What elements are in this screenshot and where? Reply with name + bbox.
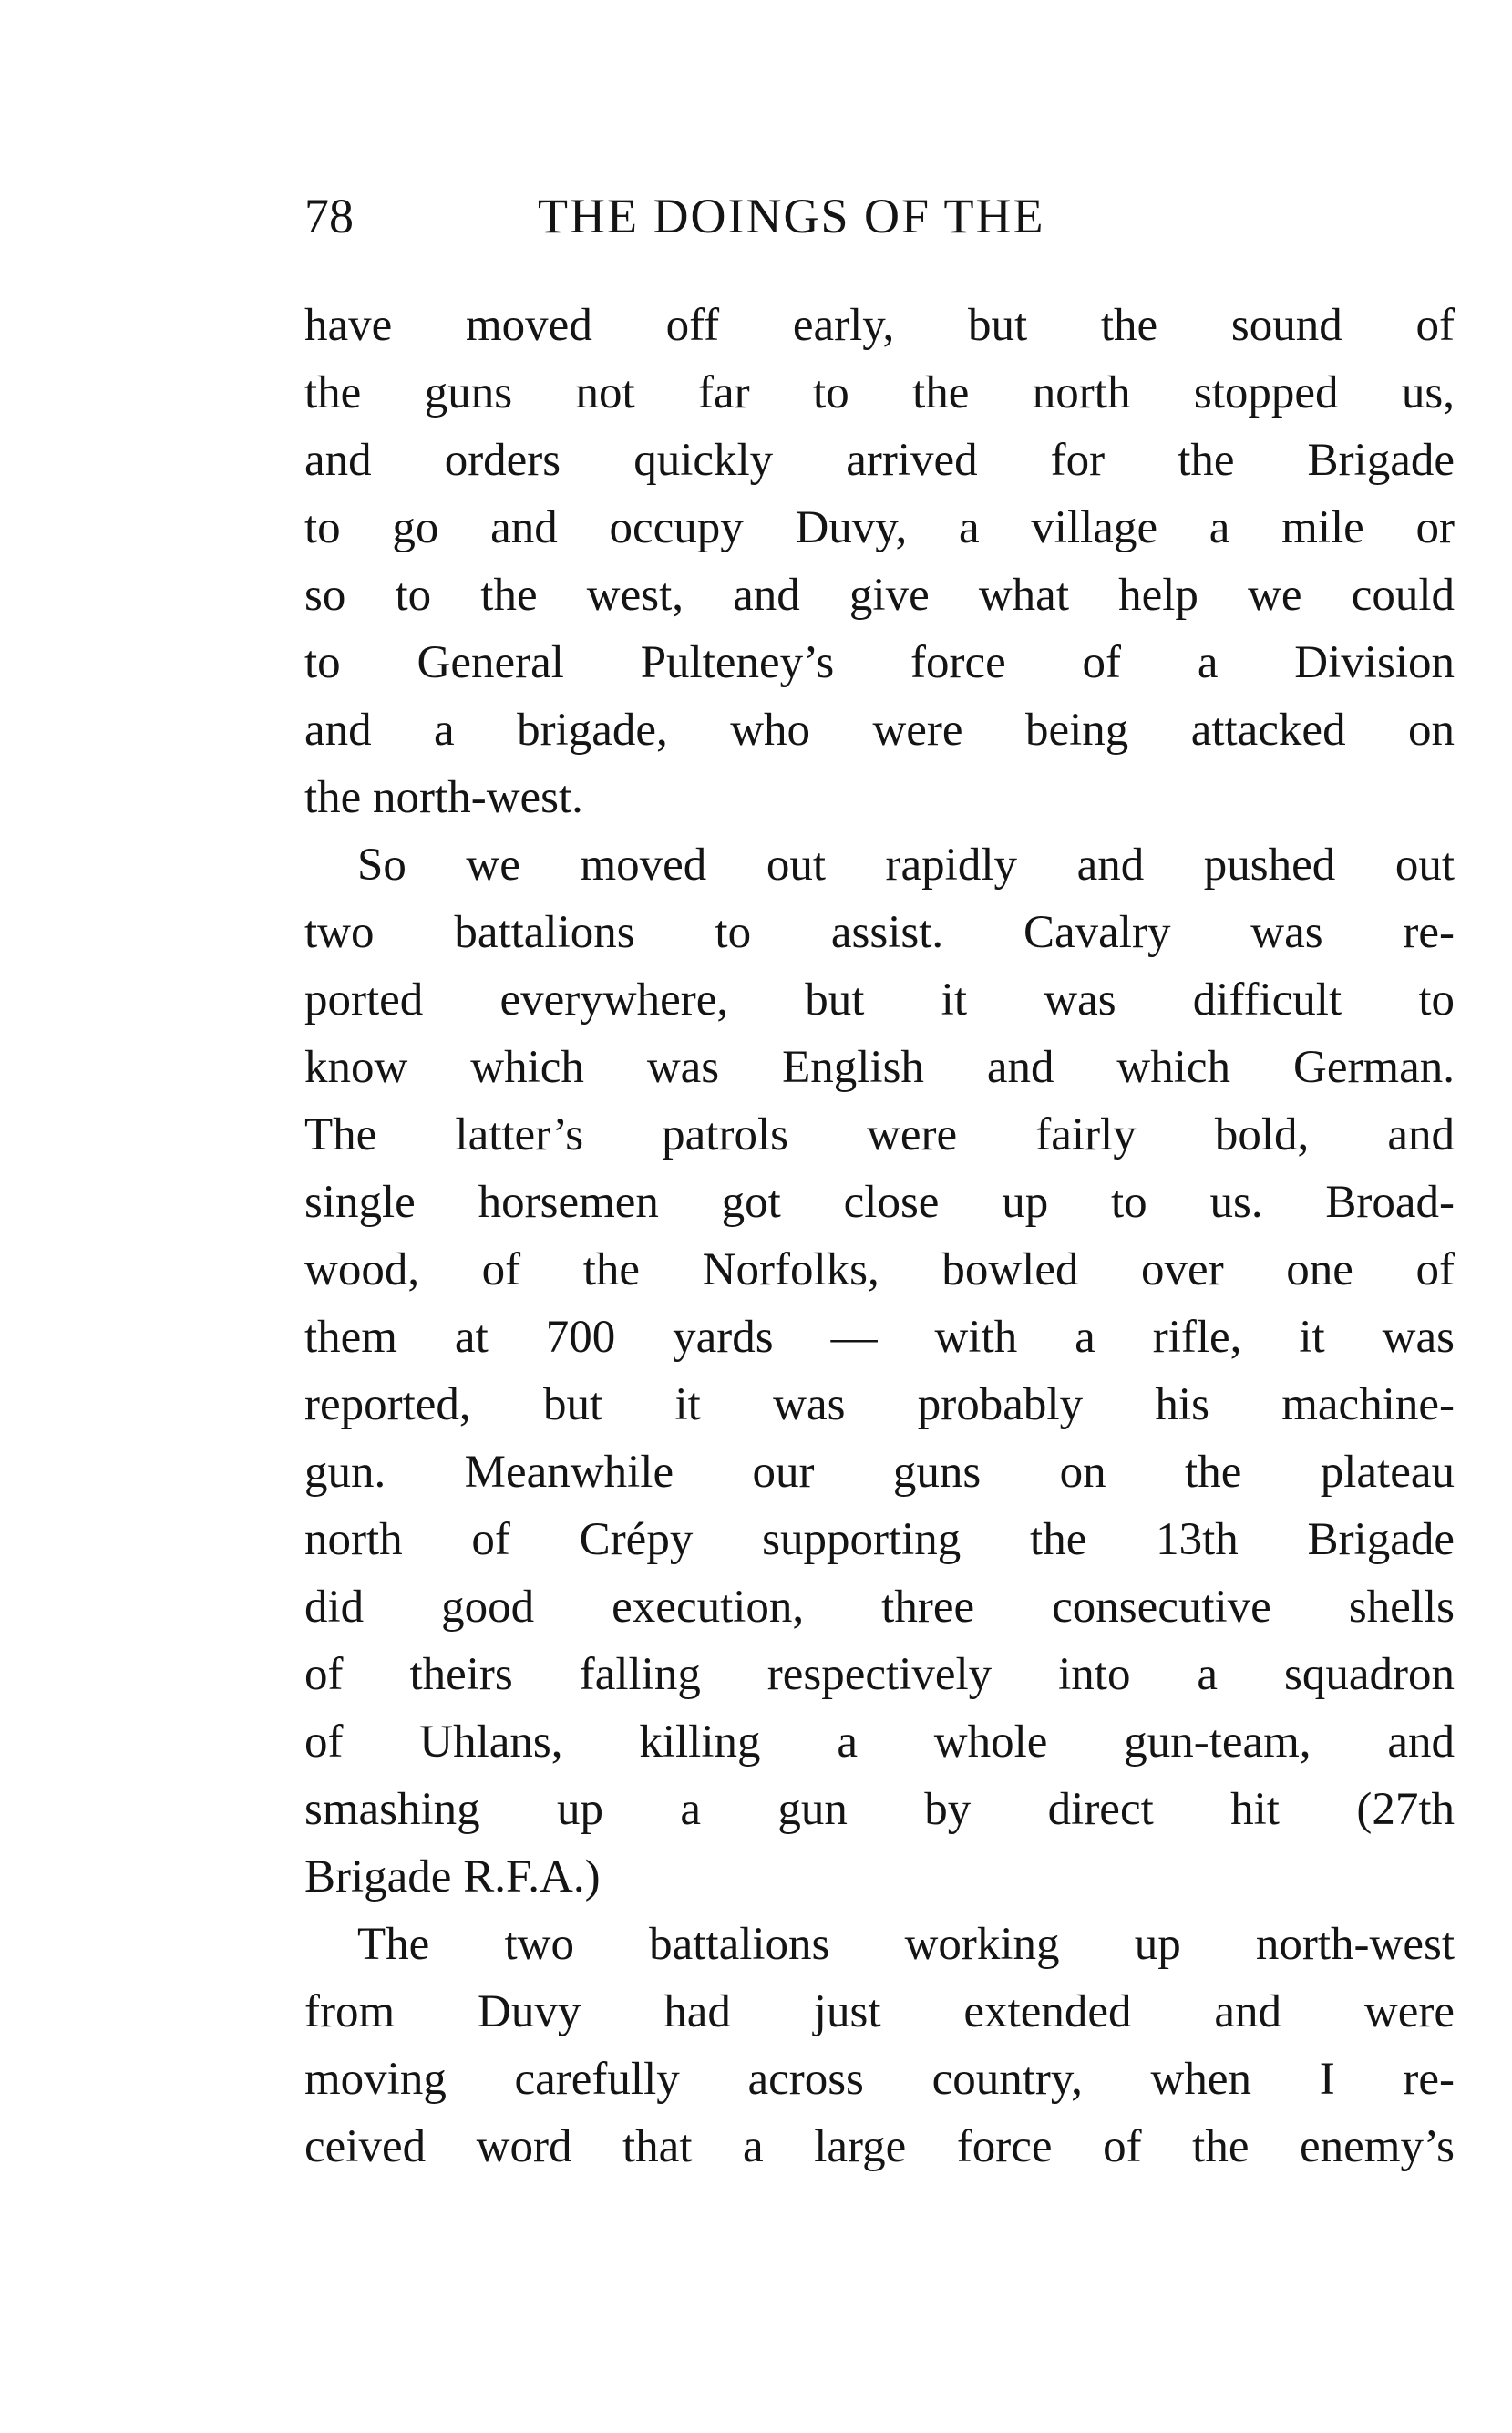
text-line: to go and occupy Duvy, a village a mile or: [304, 502, 1455, 553]
running-title: THE DOINGS OF THE: [538, 189, 1045, 243]
text-line: did good execution, three consecutive shells: [304, 1582, 1455, 1633]
text-line: The latter’s patrols were fairly bold, and: [304, 1109, 1455, 1160]
text-line: two battalions to assist. Cavalry was re-: [304, 907, 1455, 958]
text-line: and orders quickly arrived for the Brigade: [304, 435, 1455, 486]
text-line: of Uhlans, killing a whole gun-team, and: [304, 1717, 1455, 1768]
text-line: reported, but it was probably his machine-: [304, 1379, 1455, 1430]
text-line: Brigade R.F.A.): [304, 1851, 601, 1902]
text-line: them at 700 yards — with a rifle, it was: [304, 1312, 1455, 1363]
text-line: have moved off early, but the sound of: [304, 300, 1455, 351]
text-line: north of Crépy supporting the 13th Brigade: [304, 1514, 1455, 1565]
body-text: [304, 292, 1455, 2180]
text-line: gun. Meanwhile our guns on the plateau: [304, 1447, 1455, 1498]
text-line: The two battalions working up north-west: [357, 1919, 1455, 1970]
page-number: 78: [304, 189, 354, 243]
text-line: and a brigade, who were being attacked on: [304, 705, 1455, 756]
text-line: from Duvy had just extended and were: [304, 1986, 1455, 2037]
text-line: so to the west, and give what help we could: [304, 570, 1455, 621]
text-line: of theirs falling respectively into a squadron: [304, 1649, 1455, 1700]
text-line: the guns not far to the north stopped us,: [304, 367, 1455, 418]
text-line: know which was English and which German.: [304, 1042, 1455, 1093]
text-line: ported everywhere, but it was difficult to: [304, 974, 1455, 1026]
text-line: single horsemen got close up to us. Broad-: [304, 1177, 1455, 1228]
text-line: smashing up a gun by direct hit (27th: [304, 1784, 1455, 1835]
text-line: wood, of the Norfolks, bowled over one of: [304, 1244, 1455, 1295]
text-line: So we moved out rapidly and pushed out: [357, 840, 1455, 891]
text-line: moving carefully across country, when I re-: [304, 2054, 1455, 2105]
running-head: [304, 184, 1455, 248]
text-line: ceived word that a large force of the enemy’s: [304, 2121, 1455, 2172]
text-line: the north-west.: [304, 772, 583, 823]
text-line: to General Pulteney’s force of a Division: [304, 637, 1455, 688]
